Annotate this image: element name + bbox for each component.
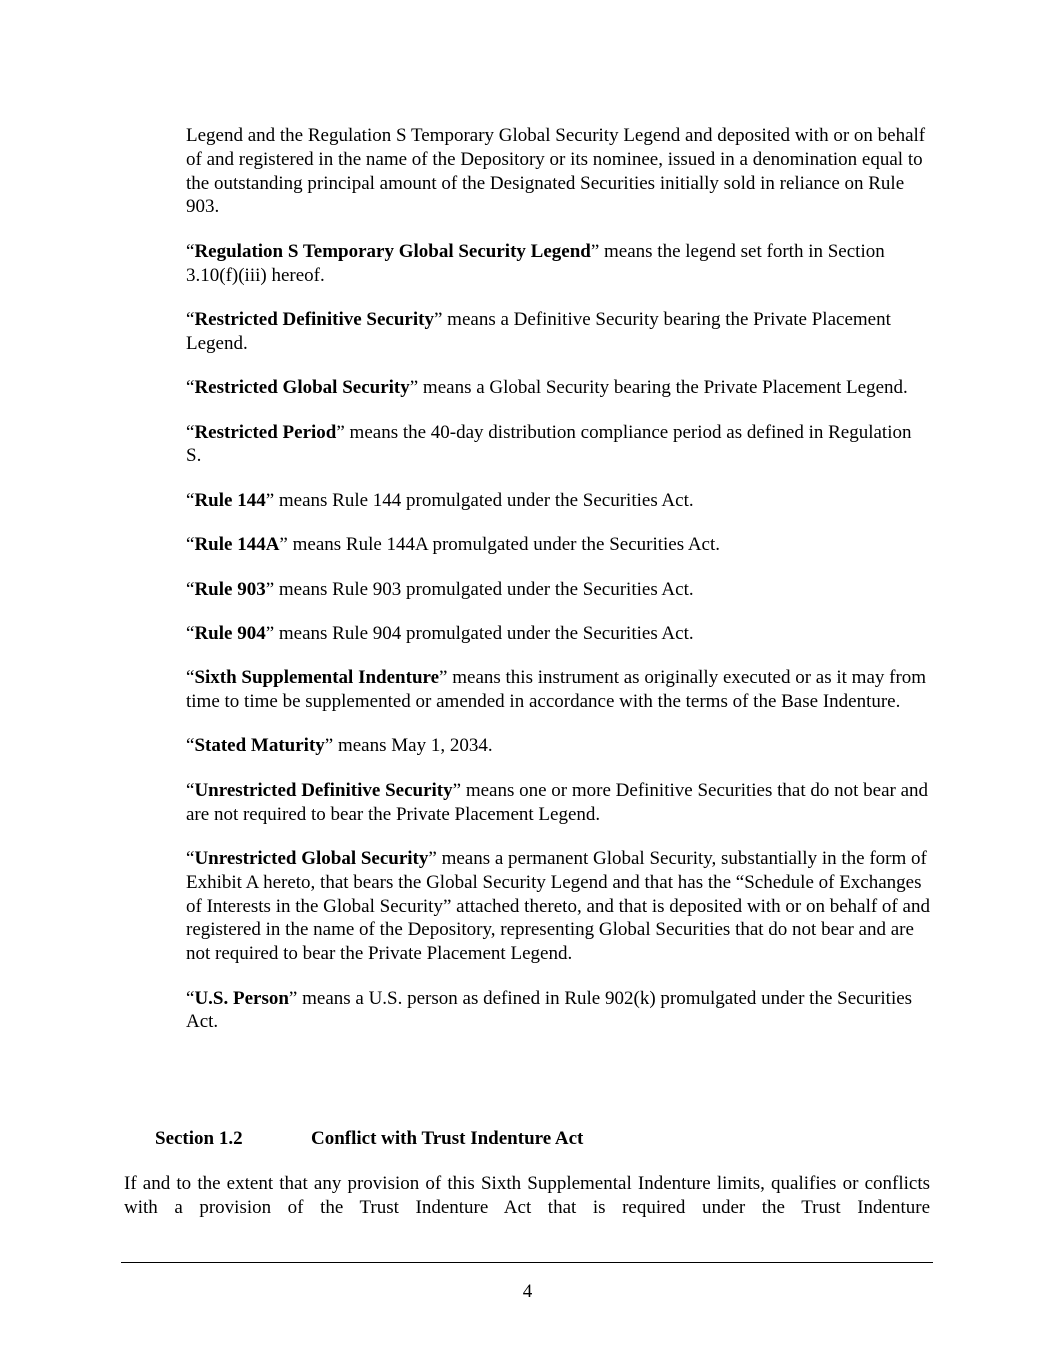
definition-term: Restricted Definitive Security: [194, 308, 434, 330]
definition-item: “Restricted Definitive Security” means a Definitive Security bearing the Private Placement Legend.: [186, 308, 891, 354]
definition-term: Stated Maturity: [194, 735, 325, 757]
definition-item: “Unrestricted Definitive Security” means one or more Definitive Securities that do not bear and are not required to bear the Private Placement Legend.: [186, 779, 929, 825]
definition-text: means the 40-day distribution compliance period as defined in Regulation S.: [186, 421, 912, 467]
definition-term: Regulation S Temporary Global Security Legend: [194, 240, 591, 262]
definition-term: Restricted Period: [194, 421, 337, 443]
definition-item: “Rule 904” means Rule 904 promulgated under the Securities Act.: [186, 622, 694, 644]
definition-item: “Rule 144” means Rule 144 promulgated under the Securities Act.: [186, 489, 694, 511]
definition-term: U.S. Person: [194, 987, 289, 1009]
section-number: Section 1.2: [155, 1128, 243, 1149]
footer-divider: [121, 1262, 933, 1263]
definitions-list: [186, 124, 931, 1055]
definition-text: means the legend set forth in Section 3.10(f)(iii) hereof.: [186, 240, 885, 286]
definition-term: Unrestricted Definitive Security: [194, 779, 453, 801]
definition-item: “Restricted Global Security” means a Global Security bearing the Private Placement Legend.: [186, 377, 908, 399]
definition-term: Rule 144: [194, 489, 266, 511]
definition-text: means a U.S. person as defined in Rule 902(k) promulgated under the Securities Act.: [186, 987, 913, 1033]
definition-text: means a permanent Global Security, substantially in the form of Exhibit A hereto, that bears the Global Security Legend and that has the “Schedule of Exchanges of Interests in the Global Security” attached thereto, and that is deposited with or on behalf of and registered in the name of the Depository, representing Global Securities that do not bear and are not required to bear the Private Placement Legend.: [186, 848, 930, 965]
definition-text: means a Global Security bearing the Private Placement Legend.: [418, 377, 908, 399]
definition-term: Rule 904: [194, 622, 266, 644]
page-number: 4: [522, 1281, 533, 1302]
definition-term: Rule 903: [194, 578, 266, 600]
body-paragraph: If and to the extent that any provision of this Sixth Supplemental Indenture limits, qualifies or conflicts with a provision of the Trust Indenture Act that is required under the Trust Indenture: [124, 1173, 930, 1218]
definition-item: “U.S. Person” means a U.S. person as defined in Rule 902(k) promulgated under the Securities Act.: [186, 987, 913, 1033]
definition-term: Restricted Global Security: [194, 377, 410, 399]
definition-item: “Regulation S Temporary Global Security Legend” means the legend set forth in Section 3.10(f)(iii) hereof.: [186, 240, 885, 286]
intro-paragraph: Legend and the Regulation S Temporary Global Security Legend and deposited with or on behalf of and registered in the name of the Depository or its nominee, issued in a denomination equal to the outstanding principal amount of the Designated Securities initially sold in reliance on Rule 903.: [186, 125, 926, 218]
definition-item: “Stated Maturity” means May 1, 2034.: [186, 735, 493, 757]
definition-term: Rule 144A: [194, 534, 280, 556]
definition-text: means one or more Definitive Securities that do not bear and are not required to bear the Private Placement Legend.: [186, 779, 929, 825]
definition-term: Unrestricted Global Security: [194, 848, 429, 870]
definition-text: means Rule 144 promulgated under the Securities Act.: [274, 489, 694, 511]
definition-term: Sixth Supplemental Indenture: [194, 667, 440, 689]
definition-text: means Rule 904 promulgated under the Securities Act.: [274, 622, 694, 644]
definition-text: means May 1, 2034.: [333, 735, 493, 757]
definition-text: means Rule 144A promulgated under the Securities Act.: [287, 534, 721, 556]
section-heading: [155, 1127, 584, 1151]
definition-item: “Sixth Supplemental Indenture” means this instrument as originally executed or as it may from time to time be supplemented or amended in accordance with the terms of the Base Indenture.: [186, 667, 927, 713]
section-title: Conflict with Trust Indenture Act: [311, 1128, 584, 1149]
definition-item: “Restricted Period” means the 40-day distribution compliance period as defined in Regulation S.: [186, 421, 912, 467]
definition-item: “Rule 903” means Rule 903 promulgated under the Securities Act.: [186, 578, 694, 600]
definition-text: means a Definitive Security bearing the Private Placement Legend.: [186, 308, 891, 354]
definition-item: “Rule 144A” means Rule 144A promulgated under the Securities Act.: [186, 534, 721, 556]
definition-text: means this instrument as originally executed or as it may from time to time be supplemented or amended in accordance with the terms of the Base Indenture.: [186, 667, 927, 713]
definition-item: “Unrestricted Global Security” means a permanent Global Security, substantially in the form of Exhibit A hereto, that bears the Global Security Legend and that has the “Schedule of Exchanges of Interests in the Global Security” attached thereto, and that is deposited with or on behalf of and registered in the name of the Depository, representing Global Securities that do not bear and are not required to bear the Private Placement Legend.: [186, 848, 930, 965]
definition-text: means Rule 903 promulgated under the Securities Act.: [274, 578, 694, 600]
